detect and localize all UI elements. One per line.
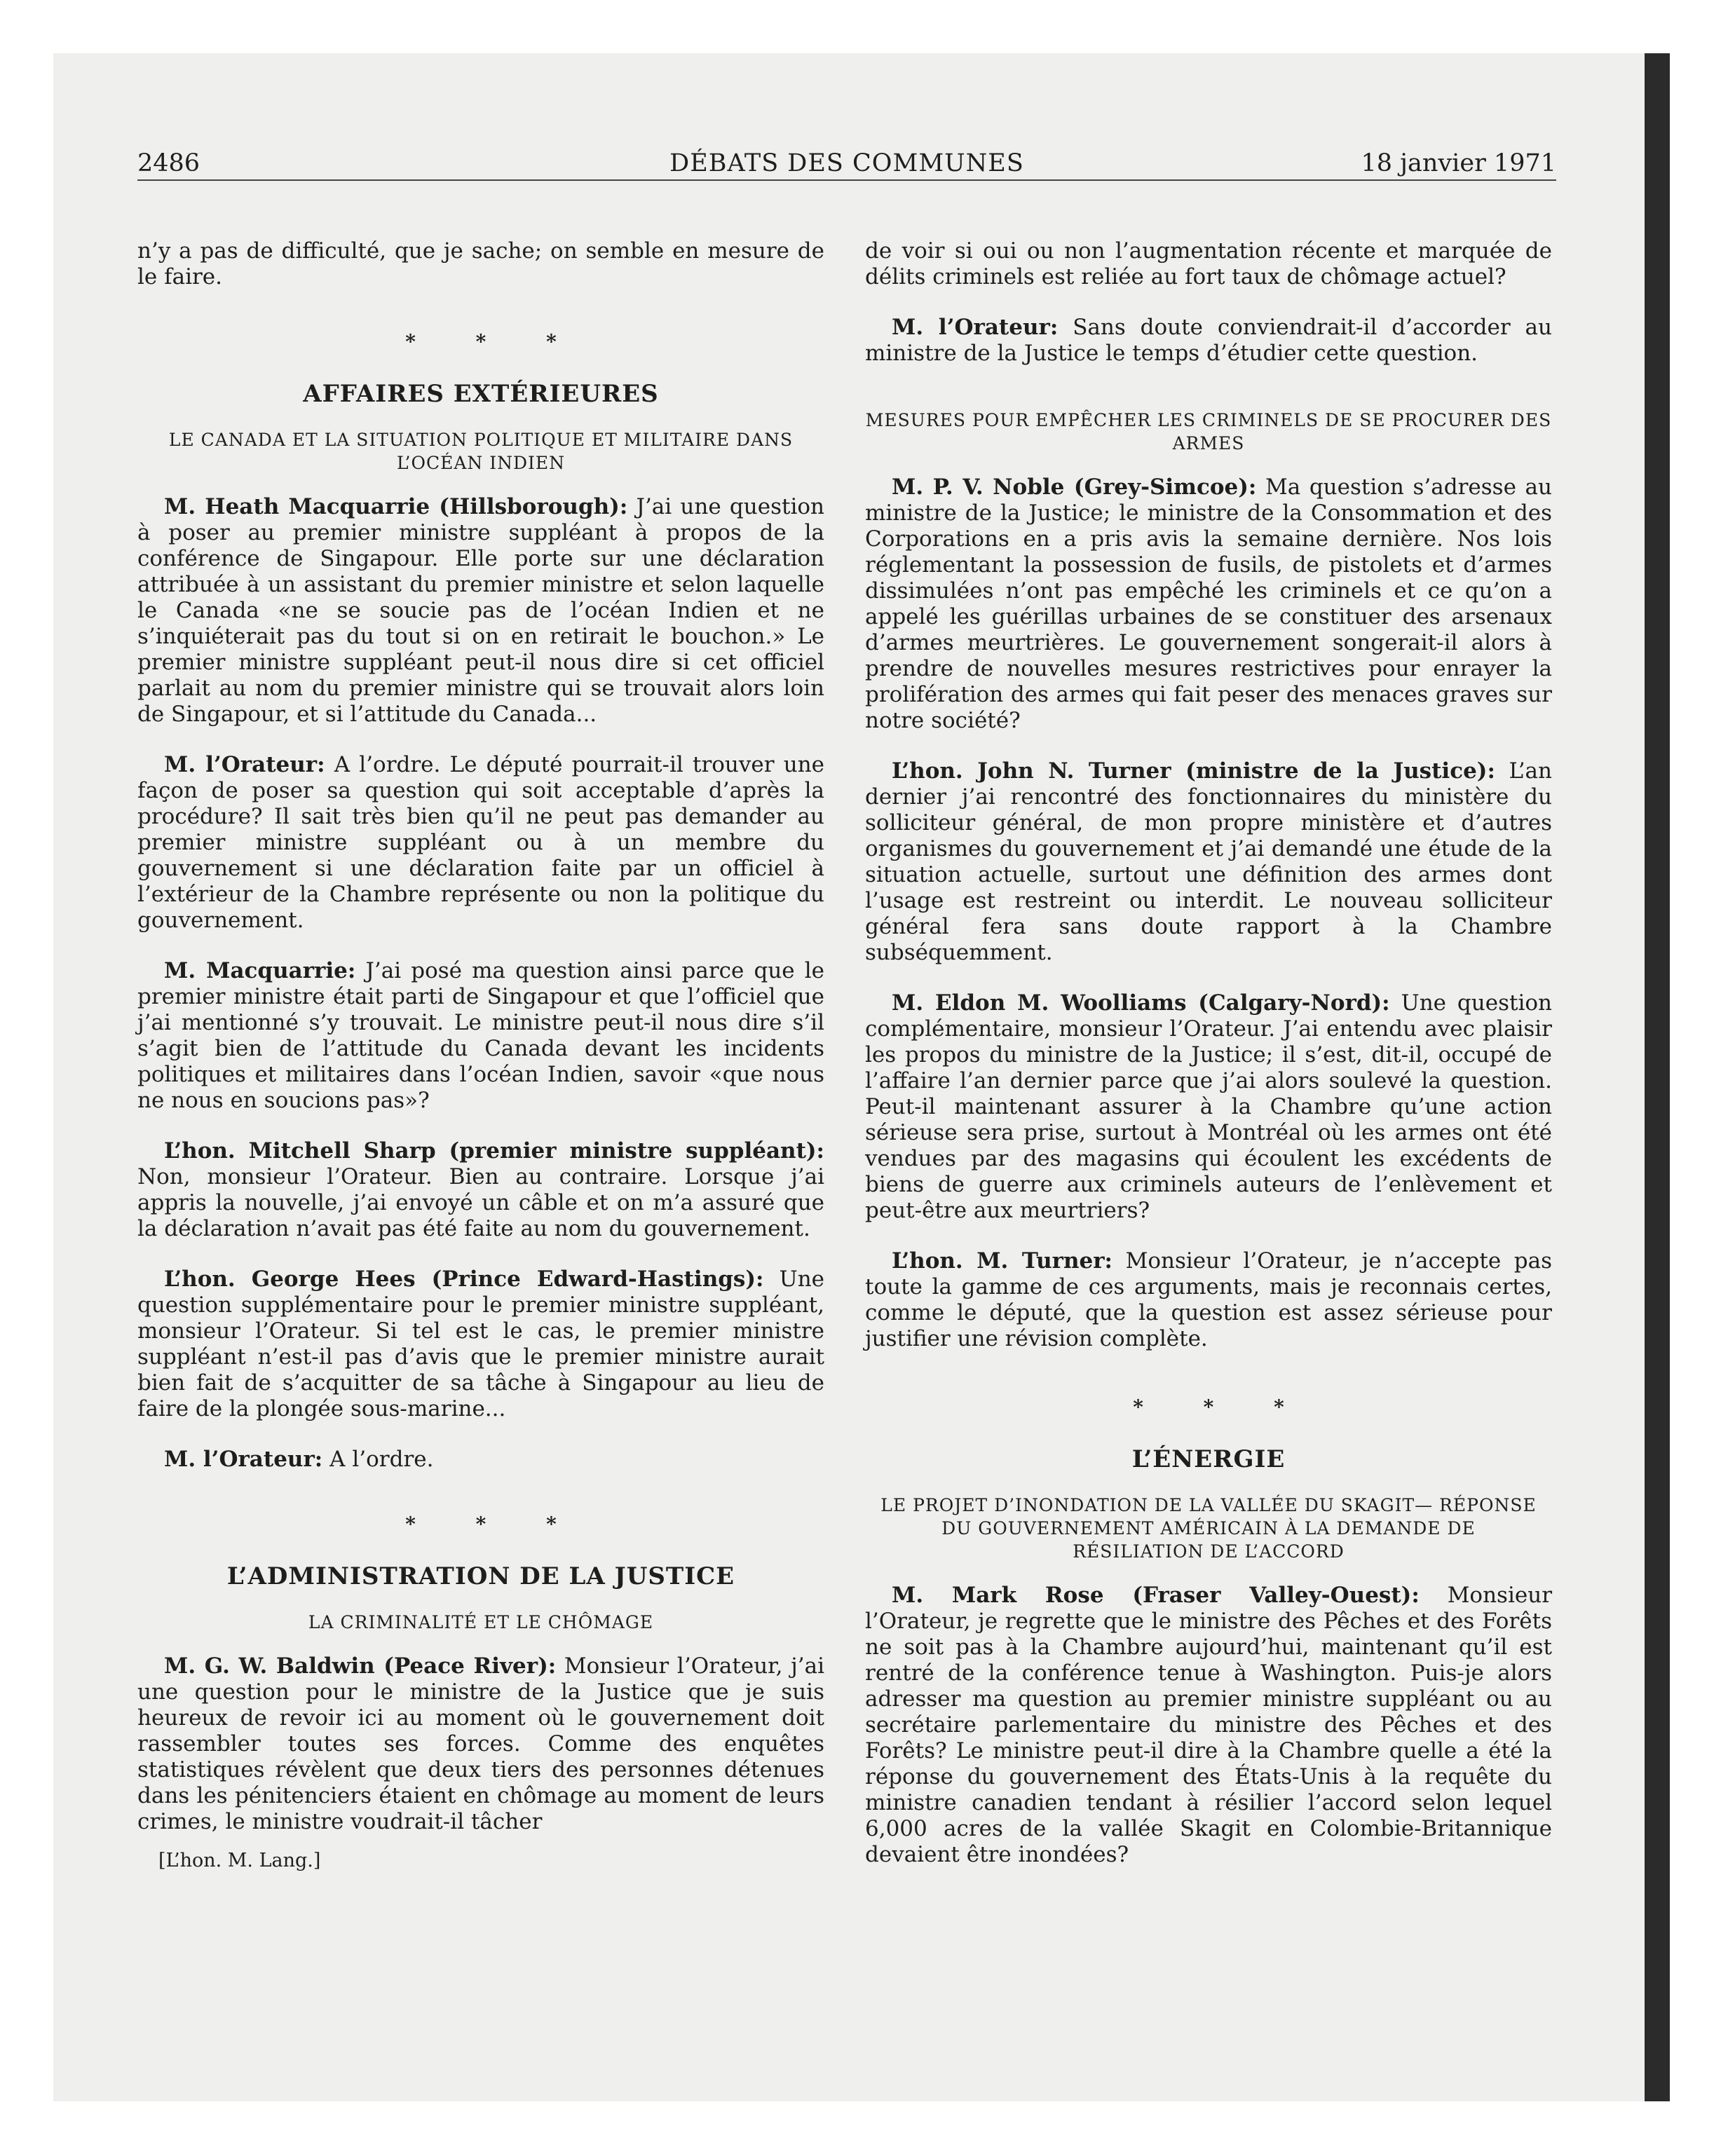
- speaker-name: M. P. V. Noble (Grey-Simcoe):: [892, 475, 1257, 500]
- section-heading-justice: L’ADMINISTRATION DE LA JUSTICE: [226, 1562, 735, 1590]
- publication-title: DÉBATS DES COMMUNES: [669, 149, 1024, 177]
- scan-edge-shadow: [1645, 53, 1670, 2101]
- paragraph: M. P. V. Noble (Grey-Simcoe): Ma question s’adresse au ministre de la Justice; le ministre de la Consommation et des Corporations en a pris avis la semaine dernière. Nos lois réglementant la possession de fusils, de pistolets et d’armes dissimulées n’ont pas empêché les criminels et ce qu’on a appelé les guérillas urbaines de se constituer des arsenaux d’armes meurtrières. Le gouvernement songerait-il alors à prendre de nouvelles mesures restrictives pour enrayer la prolifération des armes qui fait peser des menaces graves sur notre société?: [865, 475, 1552, 733]
- paragraph: M. G. W. Baldwin (Peace River): Monsieur l’Orateur, j’ai une question pour le ministre de la Justice que je suis heureux de revoir ici au moment où le gouvernement doit rassembler toutes ses forces. Comme des enquêtes statistiques révèlent que deux tiers des personnes détenues dans les pénitenciers étaient en chômage au moment de leurs crimes, le ministre voudrait-il tâcher: [137, 1653, 824, 1834]
- paragraph: de voir si oui ou non l’augmentation récente et marquée de délits criminels est reliée au fort taux de chômage actuel?: [865, 238, 1552, 289]
- section-heading-affaires-exterieures: AFFAIRES EXTÉRIEURES: [303, 380, 659, 408]
- speaker-name: M. Mark Rose (Fraser Valley-Ouest):: [892, 1583, 1420, 1608]
- subheading-ocean-indien: LE CANADA ET LA SITUATION POLITIQUE ET MILITAIRE DANS L’OCÉAN INDIEN: [168, 430, 794, 473]
- speaker-name: M. G. W. Baldwin (Peace River):: [164, 1653, 557, 1679]
- paragraph: M. Mark Rose (Fraser Valley-Ouest): Monsieur l’Orateur, je regrette que le ministre des Pêches et des Forêts ne soit pas à la Chambre aujourd’hui, maintenant qu’il est rentré de la conférence tenue à Washington. Puis-je alors adresser ma question au premier ministre suppléant ou au secrétaire parlementaire du ministre des Pêches et des Forêts? Le ministre peut-il dire à la Chambre quelle a été la réponse du gouvernement des États-Unis à la requête du ministre canadien tendant à résilier l’accord selon lequel 6,000 acres de la vallée Skagit en Colombie-Britannique devaient être inondées?: [865, 1583, 1553, 1867]
- speaker-name: L’hon. M. Turner:: [892, 1248, 1113, 1274]
- left-column: [137, 238, 824, 1874]
- subheading-skagit: LE PROJET D’INONDATION DE LA VALLÉE DU SKAGIT— RÉPONSE DU GOUVERNEMENT AMÉRICAIN À LA DEMANDE DE RÉSILIATION DE L’ACCORD: [880, 1495, 1537, 1562]
- speaker-name: M. Macquarrie:: [164, 958, 356, 983]
- header-rule: [137, 179, 1556, 181]
- speaker-name: L’hon. John N. Turner (ministre de la Justice):: [892, 758, 1495, 784]
- speaker-name: M. l’Orateur:: [164, 1447, 323, 1472]
- paragraph: L’hon. John N. Turner (ministre de la Justice): L’an dernier j’ai rencontré des fonctionnaires du ministère du solliciteur général, de mon propre ministère et d’autres organismes du gouvernement et j’ai demandé une étude de la situation actuelle, surtout une définition des armes dont l’usage est restreint ou interdit. Le nouveau solliciteur général fera sans doute rapport à la Chambre subséquemment.: [865, 758, 1553, 965]
- footer-note: [L’hon. M. Lang.]: [158, 1850, 321, 1871]
- paragraph: L’hon. George Hees (Prince Edward-Hastings): Une question supplémentaire pour le premier ministre suppléant, monsieur l’Orateur. Si tel est le cas, le premier ministre suppléant n’est-il pas d’avis que le premier ministre aurait bien fait de s’acquitter de sa tâche à Singapour au lieu de faire de la plongée sous-marine...: [137, 1267, 825, 1421]
- page-date: 18 janvier 1971: [1361, 149, 1556, 177]
- page-number: 2486: [137, 149, 200, 177]
- section-separator: * * *: [405, 1513, 583, 1536]
- right-column: [865, 238, 1552, 1892]
- paragraph: L’hon. M. Turner: Monsieur l’Orateur, je n’accepte pas toute la gamme de ces arguments, mais je reconnais certes, comme le député, que la question est assez sérieuse pour justifier une révision complète.: [865, 1248, 1552, 1351]
- paragraph: n’y a pas de difficulté, que je sache; on semble en mesure de le faire.: [137, 238, 824, 289]
- paragraph: M. l’Orateur: Sans doute conviendrait-il d’accorder au ministre de la Justice le temps d’étudier cette question.: [865, 315, 1553, 366]
- section-separator: * * *: [405, 330, 583, 353]
- paragraph: M. l’Orateur: A l’ordre.: [164, 1447, 434, 1472]
- speaker-name: L’hon. George Hees (Prince Edward-Hastings):: [164, 1267, 764, 1292]
- subheading-criminalite: LA CRIMINALITÉ ET LE CHÔMAGE: [308, 1612, 654, 1632]
- paragraph: M. l’Orateur: A l’ordre. Le député pourrait-il trouver une façon de poser sa question qui soit acceptable d’après la procédure? Il sait très bien qu’il ne peut pas demander au premier ministre suppléant ou à un membre du gouvernement si une déclaration faite par un officiel à l’extérieur de la Chambre représente ou non la politique du gouvernement.: [137, 752, 824, 933]
- speaker-name: M. l’Orateur:: [892, 315, 1059, 340]
- paragraph: M. Heath Macquarrie (Hillsborough): J’ai une question à poser au premier ministre suppléant à propos de la conférence de Singapour. Elle porte sur une déclaration attribuée à un assistant du premier ministre et selon laquelle le Canada «ne se soucie pas de l’océan Indien et ne s’inquiéterait pas du tout si on en retirait le bouchon.» Le premier ministre suppléant peut-il nous dire si cet officiel parlait au nom du premier ministre qui se trouvait alors loin de Singapour, et si l’attitude du Canada...: [137, 494, 824, 727]
- speaker-name: M. Heath Macquarrie (Hillsborough):: [164, 494, 628, 519]
- paragraph: L’hon. Mitchell Sharp (premier ministre suppléant): Non, monsieur l’Orateur. Bien au contraire. Lorsque j’ai appris la nouvelle, j’ai envoyé un câble et on m’a assuré que la déclaration n’avait pas été faite au nom du gouvernement.: [137, 1138, 824, 1241]
- section-separator: * * *: [1133, 1396, 1311, 1419]
- speaker-name: M. l’Orateur:: [164, 752, 325, 777]
- subheading-armes: MESURES POUR EMPÊCHER LES CRIMINELS DE SE PROCURER DES ARMES: [865, 410, 1552, 453]
- page-header: [137, 144, 1556, 183]
- speaker-name: L’hon. Mitchell Sharp (premier ministre suppléant):: [164, 1138, 824, 1164]
- paragraph: M. Eldon M. Woolliams (Calgary-Nord): Une question complémentaire, monsieur l’Orateur. J’ai entendu avec plaisir les propos du ministre de la Justice; il s’est, dit-il, occupé de l’affaire l’an dernier parce que j’ai alors soulevé la question. Peut-il maintenant assurer à la Chambre qu’une action sérieuse sera prise, surtout à Montréal où les armes ont été vendues par des magasins qui écoulent les excédents de biens de guerre aux criminels auteurs de l’enlèvement et peut-être aux meurtriers?: [865, 990, 1552, 1223]
- paragraph: M. Macquarrie: J’ai posé ma question ainsi parce que le premier ministre était parti de Singapour et que l’officiel que j’ai mentionné s’y trouvait. Le ministre peut-il nous dire s’il s’agit bien de l’attitude du Canada devant les incidents politiques et militaires dans l’océan Indien, savoir «que nous ne nous en soucions pas»?: [137, 958, 824, 1113]
- section-heading-energie: L’ÉNERGIE: [1131, 1445, 1286, 1473]
- speaker-name: M. Eldon M. Woolliams (Calgary-Nord):: [892, 990, 1390, 1016]
